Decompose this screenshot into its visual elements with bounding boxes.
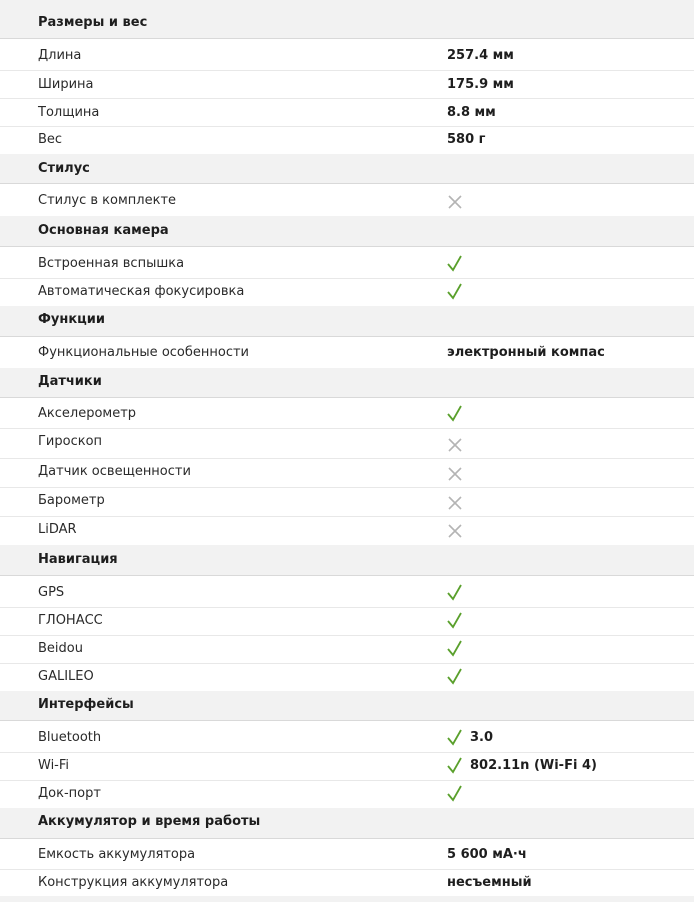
spec-value: несъемный [447, 875, 532, 890]
spec-value: 5 600 мА·ч [447, 847, 527, 862]
spec-label: Гироскоп [38, 434, 103, 449]
spec-label: Beidou [38, 641, 83, 656]
spec-row-galileo [0, 664, 694, 691]
spec-value: 175.9 мм [447, 77, 514, 92]
spec-label: Акселерометр [38, 406, 137, 421]
spec-value: 802.11n (Wi-Fi 4) [470, 758, 597, 773]
top-strip [0, 0, 694, 8]
spec-row-stylus-included [0, 184, 694, 216]
section-header-dimensions [0, 8, 694, 39]
spec-row-special-features [0, 337, 694, 368]
section-title: Датчики [38, 374, 102, 389]
check-icon [445, 640, 465, 658]
spec-label: Ширина [38, 77, 94, 92]
spec-row-beidou [0, 636, 694, 664]
spec-row-dock-port [0, 781, 694, 808]
cross-icon [445, 522, 465, 540]
spec-value: 3.0 [470, 730, 494, 745]
spec-label: Датчик освещенности [38, 464, 191, 479]
check-icon [445, 255, 465, 273]
section-header-features [0, 306, 694, 337]
spec-row-width [0, 71, 694, 99]
spec-value: 8.8 мм [447, 105, 496, 120]
spec-row-accelerometer [0, 398, 694, 429]
check-icon [445, 584, 465, 602]
spec-row-gps [0, 576, 694, 608]
section-header-stylus [0, 154, 694, 184]
check-icon [445, 283, 465, 301]
spec-row-gyroscope [0, 429, 694, 459]
spec-label: GALILEO [38, 669, 94, 684]
section-title: Интерфейсы [38, 697, 134, 712]
section-header-main-camera [0, 216, 694, 247]
section-title: Стилус [38, 161, 90, 176]
bottom-strip [0, 896, 694, 902]
spec-label: Wi-Fi [38, 758, 70, 773]
check-icon [445, 785, 465, 803]
spec-row-light-sensor [0, 459, 694, 488]
spec-row-weight [0, 127, 694, 154]
cross-icon [445, 193, 465, 211]
section-header-sensors [0, 368, 694, 398]
spec-label: Стилус в комплекте [38, 193, 177, 208]
check-icon [445, 405, 465, 423]
spec-row-lidar [0, 517, 694, 545]
spec-label: Функциональные особенности [38, 345, 250, 360]
spec-row-glonass [0, 608, 694, 636]
spec-row-autofocus [0, 279, 694, 306]
spec-label: Длина [38, 48, 82, 63]
section-title: Основная камера [38, 223, 169, 238]
spec-value: электронный компас [447, 345, 605, 360]
spec-value: 257.4 мм [447, 48, 514, 63]
spec-row-barometer [0, 488, 694, 517]
spec-label: Встроенная вспышка [38, 256, 185, 271]
check-icon [445, 729, 465, 747]
spec-label: Bluetooth [38, 730, 102, 745]
section-header-interfaces [0, 691, 694, 721]
spec-value: 580 г [447, 132, 486, 147]
spec-label: Конструкция аккумулятора [38, 875, 229, 890]
spec-label: Док-порт [38, 786, 101, 801]
spec-label: GPS [38, 585, 65, 600]
check-icon [445, 757, 465, 775]
section-header-navigation [0, 545, 694, 576]
check-icon [445, 668, 465, 686]
spec-label: Барометр [38, 493, 105, 508]
spec-label: Толщина [38, 105, 100, 120]
spec-label: LiDAR [38, 522, 77, 537]
section-title: Функции [38, 312, 106, 327]
spec-label: ГЛОНАСС [38, 613, 103, 628]
spec-row-thickness [0, 99, 694, 127]
spec-row-length [0, 39, 694, 71]
cross-icon [445, 436, 465, 454]
cross-icon [445, 494, 465, 512]
spec-row-battery-type [0, 870, 694, 896]
section-header-battery [0, 808, 694, 839]
spec-label: Емкость аккумулятора [38, 847, 196, 862]
section-title: Аккумулятор и время работы [38, 814, 261, 829]
spec-row-flash [0, 247, 694, 279]
section-title: Навигация [38, 552, 118, 567]
spec-row-battery-capacity [0, 839, 694, 870]
spec-row-wifi [0, 753, 694, 781]
check-icon [445, 612, 465, 630]
spec-label: Вес [38, 132, 63, 147]
cross-icon [445, 465, 465, 483]
section-title: Размеры и вес [38, 15, 148, 30]
spec-row-bluetooth [0, 721, 694, 753]
spec-label: Автоматическая фокусировка [38, 284, 245, 299]
